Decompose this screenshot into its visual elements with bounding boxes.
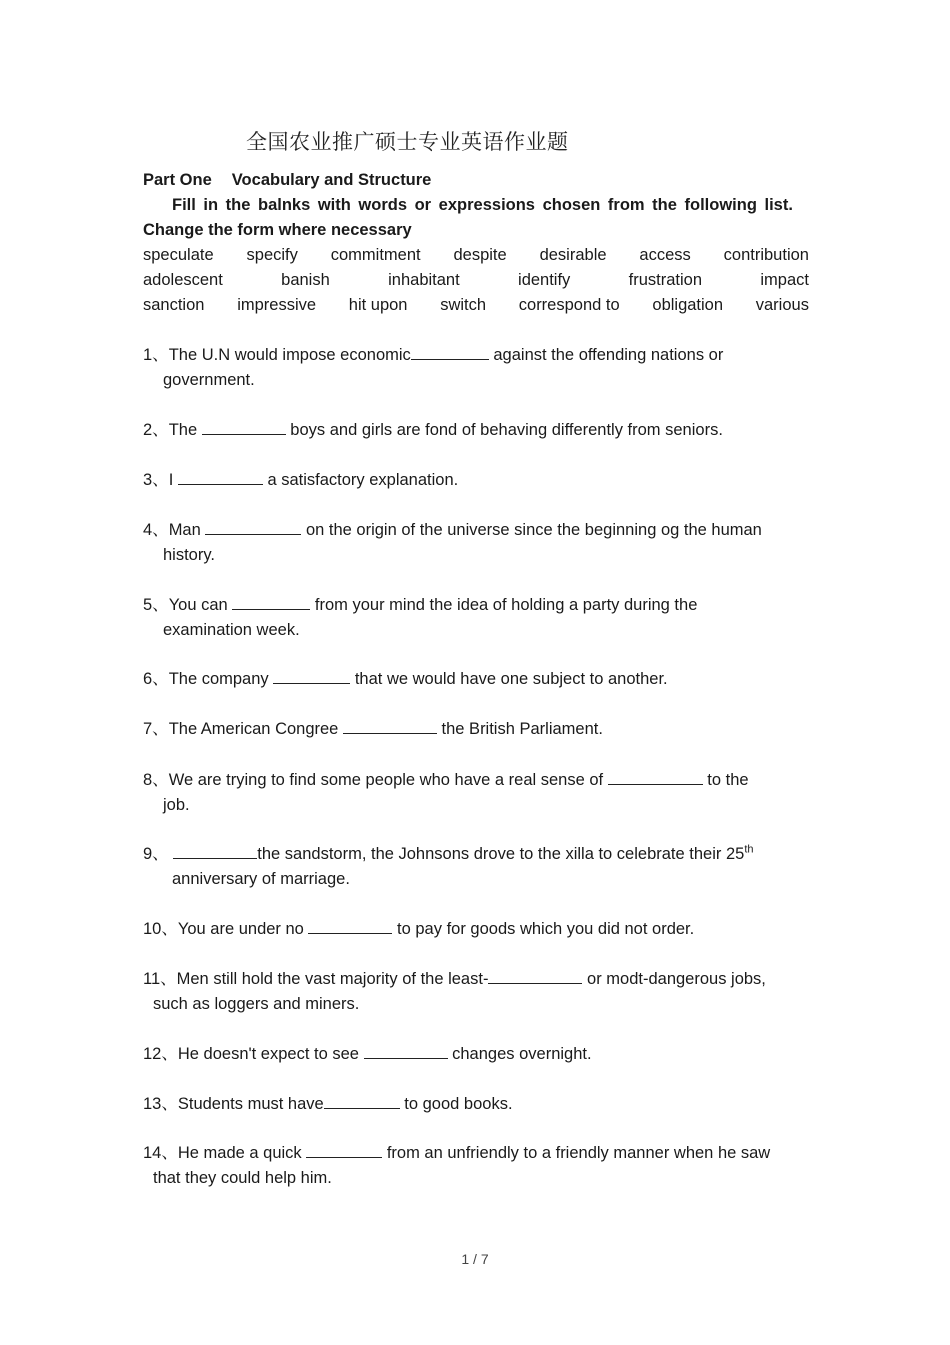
word-row-3: [143, 295, 809, 320]
question-continuation: history.: [163, 546, 215, 564]
answer-blank[interactable]: [411, 344, 489, 360]
question-text: The company: [168, 670, 274, 688]
question-4: [143, 518, 815, 568]
word: commitment: [330, 246, 421, 264]
word: specify: [246, 246, 298, 264]
word: banish: [281, 271, 330, 289]
question-text: to pay for goods which you did not order.: [392, 920, 695, 938]
question-text: The American Congree: [168, 720, 343, 738]
question-14: [143, 1141, 815, 1191]
question-continuation: government.: [163, 371, 255, 389]
word: adolescent: [143, 271, 223, 289]
word: despite: [453, 246, 507, 264]
question-5: [143, 593, 815, 643]
question-7: [143, 717, 815, 742]
question-text: You are under no: [177, 920, 309, 938]
question-6: [143, 667, 815, 692]
question-text: I: [168, 471, 178, 489]
answer-blank[interactable]: [364, 1043, 448, 1059]
question-continuation: job.: [163, 796, 190, 814]
question-text: changes overnight.: [447, 1045, 592, 1063]
part-label: Part One: [143, 171, 212, 189]
question-text: You can: [168, 596, 233, 614]
answer-blank[interactable]: [308, 918, 392, 934]
question-number: 14、: [143, 1144, 178, 1162]
instructions-line-2: Change the form where necessary: [143, 221, 412, 239]
word: impact: [760, 271, 809, 289]
instructions-line-1: Fill in the balnks with words or expressions chosen from the following list.: [172, 196, 793, 214]
question-12: [143, 1042, 815, 1067]
answer-blank[interactable]: [488, 968, 582, 984]
question-continuation: anniversary of marriage.: [172, 870, 350, 888]
answer-blank[interactable]: [232, 594, 310, 610]
question-number: 8、: [143, 771, 169, 789]
word: correspond to: [518, 296, 620, 314]
question-text: Man: [168, 521, 206, 539]
question-8: [143, 768, 815, 818]
word: switch: [440, 296, 487, 314]
question-13: [143, 1092, 815, 1117]
question-number: 10、: [143, 920, 178, 938]
question-text: to good books.: [399, 1095, 513, 1113]
question-text: The U.N would impose economic: [168, 346, 411, 364]
answer-blank[interactable]: [178, 469, 263, 485]
question-text: a satisfactory explanation.: [262, 471, 459, 489]
page-title: 全国农业推广硕士专业英语作业题: [246, 130, 569, 154]
word-row-1: [143, 245, 809, 270]
question-text: He doesn't expect to see: [177, 1045, 364, 1063]
word: contribution: [723, 246, 809, 264]
word: hit upon: [348, 296, 408, 314]
word: desirable: [539, 246, 607, 264]
question-number: 1、: [143, 346, 169, 364]
answer-blank[interactable]: [205, 519, 301, 535]
question-11: [143, 967, 815, 1017]
question-number: 9、: [143, 845, 174, 863]
answer-blank[interactable]: [343, 718, 437, 734]
page-number: 1 / 7: [461, 1251, 489, 1267]
question-number: 4、: [143, 521, 169, 539]
word: speculate: [143, 246, 214, 264]
question-text: or modt-dangerous jobs,: [582, 970, 766, 988]
question-number: 11、: [143, 970, 177, 988]
question-text: on the origin of the universe since the beginning og the human: [301, 521, 762, 539]
question-text: We are trying to find some people who have a real sense of: [168, 771, 608, 789]
word-row-2: [143, 270, 809, 295]
question-text: the British Parliament.: [436, 720, 603, 738]
question-number: 13、: [143, 1095, 178, 1113]
question-text: against the offending nations or: [488, 346, 724, 364]
question-number: 3、: [143, 471, 169, 489]
question-text: boys and girls are fond of behaving differently from seniors.: [285, 421, 723, 439]
question-text: from an unfriendly to a friendly manner when he saw: [382, 1144, 771, 1162]
question-1: [143, 343, 815, 393]
question-text: that we would have one subject to another.: [350, 670, 668, 688]
ordinal-superscript: th: [744, 843, 754, 856]
question-9: [143, 842, 815, 892]
question-3: [143, 468, 815, 493]
question-text: He made a quick: [177, 1144, 307, 1162]
question-text: The: [168, 421, 202, 439]
question-number: 5、: [143, 596, 169, 614]
answer-blank[interactable]: [324, 1093, 400, 1109]
word: impressive: [237, 296, 317, 314]
question-10: [143, 917, 815, 942]
word: access: [639, 246, 691, 264]
answer-blank[interactable]: [608, 769, 703, 785]
word: sanction: [143, 296, 205, 314]
question-number: 6、: [143, 670, 169, 688]
answer-blank[interactable]: [306, 1142, 382, 1158]
word: frustration: [628, 271, 703, 289]
word-list: [143, 245, 809, 320]
word: inhabitant: [388, 271, 460, 289]
question-2: [143, 418, 815, 443]
part-name: Vocabulary and Structure: [231, 171, 432, 189]
question-continuation: that they could help him.: [153, 1169, 332, 1187]
word: various: [755, 296, 809, 314]
question-number: 12、: [143, 1045, 178, 1063]
word: obligation: [652, 296, 724, 314]
answer-blank[interactable]: [202, 419, 286, 435]
question-text: the sandstorm, the Johnsons drove to the xilla to celebrate their 25: [257, 845, 745, 863]
question-text: from your mind the idea of holding a party during the: [310, 596, 698, 614]
word: identify: [518, 271, 571, 289]
question-text: to the: [702, 771, 749, 789]
answer-blank[interactable]: [173, 843, 257, 859]
question-continuation: such as loggers and miners.: [153, 995, 360, 1013]
question-number: 7、: [143, 720, 169, 738]
question-continuation: examination week.: [163, 621, 300, 639]
answer-blank[interactable]: [273, 668, 350, 684]
question-number: 2、: [143, 421, 169, 439]
part-heading: [143, 171, 431, 190]
question-text: Students must have: [177, 1095, 324, 1113]
question-text: Men still hold the vast majority of the least-: [176, 970, 489, 988]
